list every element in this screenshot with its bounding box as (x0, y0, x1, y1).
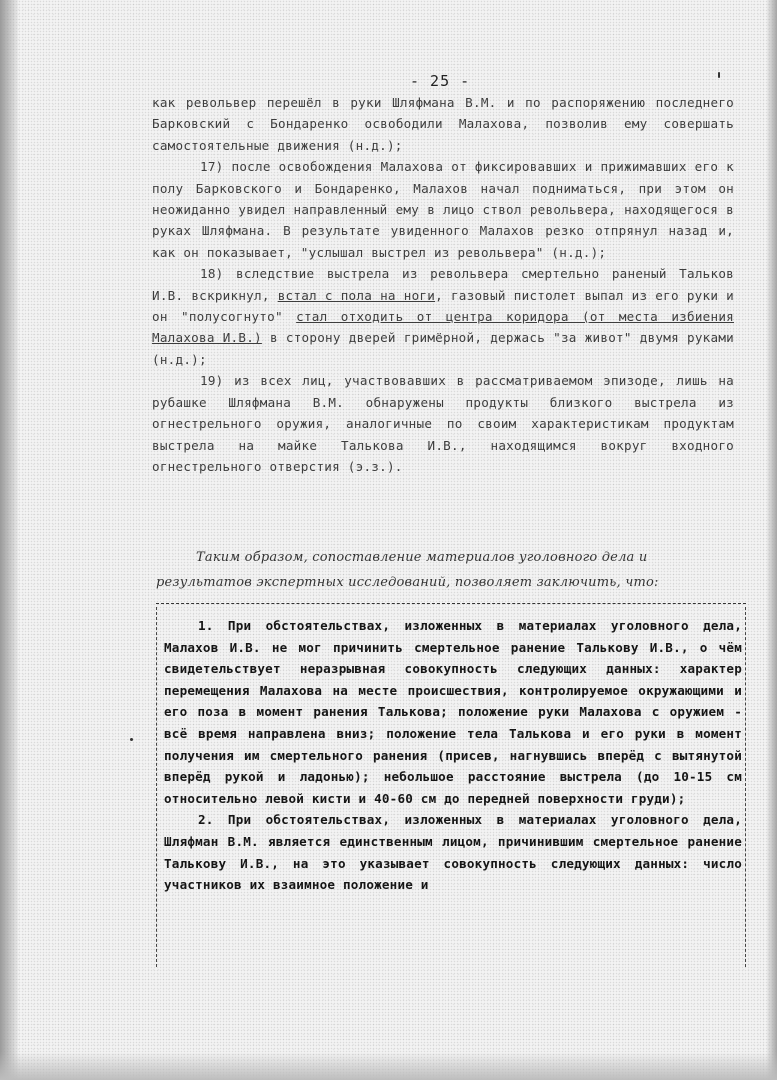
conclusion-intro: Таким образом, сопоставление материалов уголовного дела и результатов экспертных исследований, позволяет заключить, что: (156, 550, 659, 590)
findings-text (164, 615, 742, 896)
box-dashed-right (745, 607, 746, 967)
paragraph-18-text-2: , газовый пистолет выпал из его руки и он "полусогнуто" (152, 287, 734, 325)
scan-speck (130, 738, 133, 741)
scan-speck (718, 72, 720, 78)
box-dashed-top (156, 603, 746, 604)
scan-edge-right (767, 0, 777, 1080)
scan-edge-left (0, 0, 18, 1080)
findings-box (156, 603, 746, 983)
underlined-phrase-2: стал отходить от центра коридора (от места избиения Малахова И.В.) (152, 309, 734, 346)
paragraph-18-text-3: в сторону дверей гримёрной, держась "за живот" двумя руками (н.д.); (152, 330, 734, 367)
paragraph-18-text-1: 18) вследствие выстрела из револьвера смертельно раненый Тальков И.В. вскрикнул, (152, 266, 734, 303)
box-dashed-left (156, 607, 157, 967)
finding-1: 1. При обстоятельствах, изложенных в материалах уголовного дела, Малахов И.В. не мог причинить смертельное ранение Талькову И.В., о чём свидетельствует неразрывная совокупность следующих данных: характер перемещения Малахова на месте происшествия, контролируемое окружающими и его поза в момент ранения Талькова; положение руки Малахова с оружием - всё время направлена вниз; положение тела Талькова и его руки в момент получения им смертельного ранения (присев, нагнувшись вперёд с вытянутой вперёд рукой и ладонью); небольшое расстояние выстрела (до 10-15 см относительно левой кисти и 40-60 см до передней поверхности груди); (164, 618, 742, 806)
finding-2: 2. При обстоятельствах, изложенных в материалах уголовного дела, Шляфман В.М. является единственным лицом, причинившим смертельное ранение Талькову И.В., на это указывает совокупность следующих данных: число участников их взаимное положение и (164, 812, 742, 893)
body-text (152, 92, 734, 477)
paragraph-18 (152, 263, 734, 370)
underlined-phrase-1: встал с пола на ноги (277, 287, 436, 303)
paragraph-17: 17) после освобождения Малахова от фиксировавших и прижимавших его к полу Барковского и Бондаренко, Малахов начал подниматься, при этом он неожиданно увидел направленный ему в лицо ствол револьвера, находящегося в руках Шляфмана. В результате увиденного Малахов резко отпрянул назад и, как он показывает, "услышал выстрел из револьвера" (н.д.); (152, 159, 734, 260)
page-number: - 25 - (410, 72, 471, 90)
scan-edge-bottom (0, 1052, 777, 1080)
paragraph-19: 19) из всех лиц, участвовавших в рассматриваемом эпизоде, лишь на рубашке Шляфмана В.М. обнаружены продукты близкого выстрела из огнестрельного оружия, аналогичные по своим характеристикам продуктам выстрела на майке Талькова И.В., находящимся вокруг входного огнестрельного отверстия (э.з.). (152, 373, 734, 474)
paragraph-intro: как револьвер перешёл в руки Шляфмана В.М. и по распоряжению последнего Барковский с Бондаренко освободили Малахова, позволив ему совершать самостоятельные движения (н.д.); (152, 95, 734, 153)
